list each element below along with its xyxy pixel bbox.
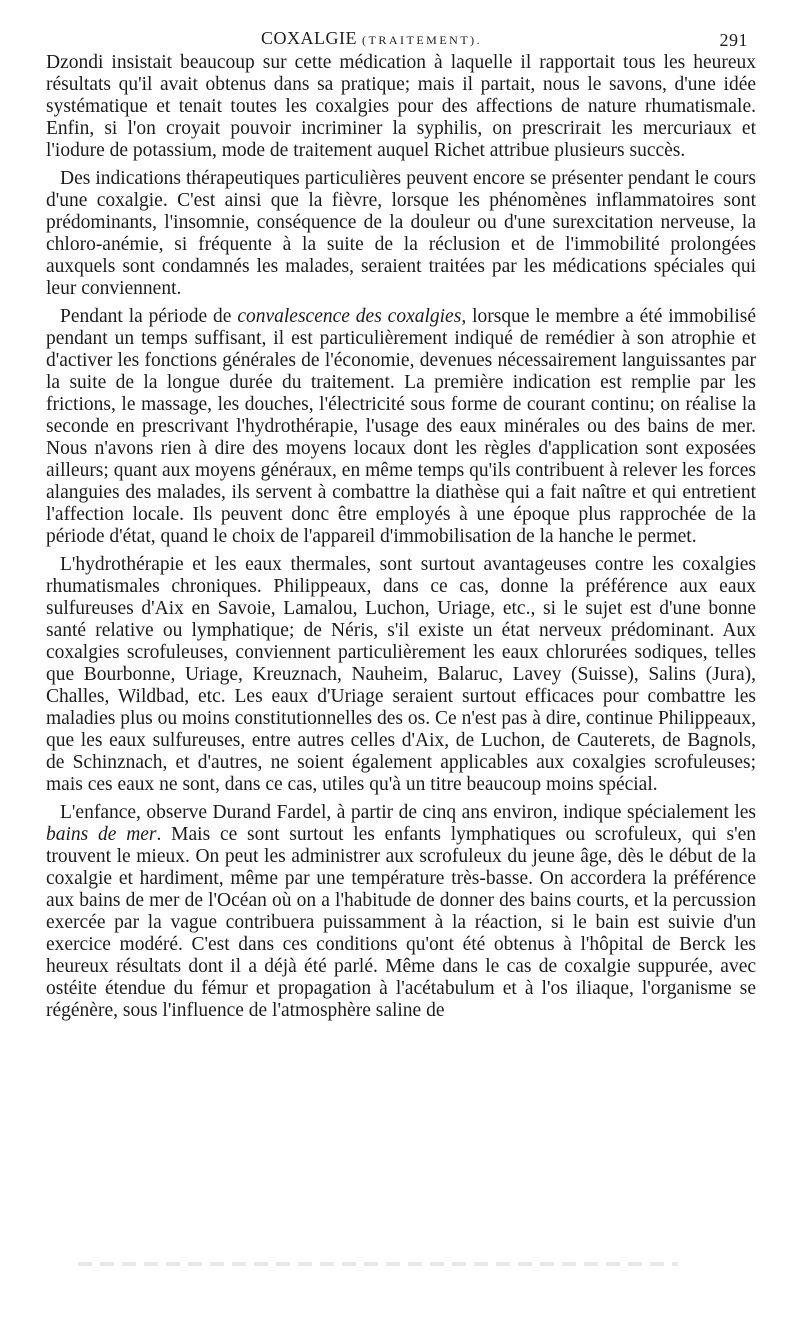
page-number: 291 — [719, 30, 748, 50]
paragraph-5-italic-term: bains de mer — [46, 824, 157, 845]
paragraph-1 — [46, 52, 756, 162]
paragraph-5-text-rest: . Mais ce sont surtout les enfants lymphatiques ou scrofuleux, qui s'en trouvent le mieux. On peut les administrer aux scrofuleux du jeune âge, dès le début de la coxalgie et hardiment, même par une température très-basse. On accordera la préférence aux bains de mer de l'Océan où on a l'habitude de donner des bains courts, et la percussion exercée par la vague contribuera puissamment à la réaction, si le bain est suivie d'un exercice modéré. C'est dans ces conditions qu'ont été obtenus à l'hôpital de Berck les heureux résultats dont il a déjà été parlé. Même dans le cas de coxalgie suppurée, avec ostéite étendue du fémur et propagation à l'acétabulum et à l'os iliaque, l'organisme se régénère, sous l'influence de l'atmosphère saline de — [46, 824, 756, 1021]
paragraph-3-italic-term: convalescence des coxalgies — [237, 306, 462, 327]
running-title-main: COXALGIE — [261, 28, 357, 48]
paragraph-4 — [46, 554, 756, 796]
paragraph-5-text-start: L'enfance, observe Durand Fardel, à partir de cinq ans environ, indique spécialement les — [60, 802, 756, 823]
paragraph-2-text: Des indications thérapeutiques particulières peuvent encore se présenter pendant le cours d'une coxalgie. C'est ainsi que la fièvre, lorsque les phénomènes inflammatoires sont prédominants, l'insomnie, conséquence de la douleur ou d'une surexcitation nerveuse, la chloro-anémie, si fréquente à la suite de la réclusion et de l'immobilité prolongées auxquels sont condamnés les malades, seraient traitées par les médications spéciales qui leur conviennent. — [46, 168, 756, 299]
paragraph-5 — [46, 802, 756, 1022]
running-header — [46, 28, 756, 52]
paragraph-2 — [46, 168, 756, 300]
paragraph-4-text: L'hydrothérapie et les eaux thermales, sont surtout avantageuses contre les coxalgies rhumatismales chroniques. Philippeaux, dans ce cas, donne la préférence aux eaux sulfureuses d'Aix en Savoie, Lamalou, Luchon, Uriage, etc., si le sujet est d'une bonne santé relative ou lymphatique; de Néris, s'il existe un état nerveux prédominant. Aux coxalgies scrofuleuses, conviennent particulièrement les eaux chlorurées sodiques, telles que Bourbonne, Uriage, Kreuznach, Nauheim, Balaruc, Lavey (Suisse), Salins (Jura), Challes, Wildbad, etc. Les eaux d'Uriage seraient surtout efficaces pour combattre les maladies plus ou moins constitutionnelles des os. Ce n'est pas à dire, continue Philippeaux, que les eaux sulfureuses, entre autres celles d'Aix, de Luchon, de Cauterets, de Bagnols, de Schinznach, et d'autres, ne soient également applicables aux coxalgies scrofuleuses; mais ces eaux ne sont, dans ce cas, utiles qu'à un titre beaucoup moins spécial. — [46, 554, 756, 795]
book-page — [46, 28, 756, 1318]
paragraph-3-text-rest: , lorsque le membre a été immobilisé pendant un temps suffisant, il est particulièrement indiqué de remédier à son atrophie et d'activer les fonctions générales de l'économie, devenues nécessairement languissantes par la suite de la longue durée du traitement. La première indication est remplie par les frictions, le massage, les douches, l'électricité sous forme de courant continu; on réalise la seconde en prescrivant l'hydrothérapie, l'usage des eaux minérales ou des bains de mer. Nous n'avons rien à dire des moyens locaux dont les règles d'application sont exposées ailleurs; quant aux moyens généraux, en même temps qu'ils contribuent à relever les forces alanguies des malades, ils servent à combattre la diathèse qui a fait naître et qui entretient l'affection locale. Ils peuvent donc être employés à une époque plus rapprochée de la période d'état, quand le choix de l'appareil d'immobilisation de la hanche le permet. — [46, 306, 756, 547]
paragraph-3-text-start: Pendant la période de — [60, 306, 238, 327]
paragraph-1-text: Dzondi insistait beaucoup sur cette médication à laquelle il rapportait tous les heureux résultats qu'il avait obtenus dans sa pratique; mais il partait, nous le savons, d'une idée systématique et tenait toutes les coxalgies pour des affections de nature rhumatismale. Enfin, si l'on croyait pouvoir incriminer la syphilis, on prescrirait les mercuriaux et l'iodure de potassium, mode de traitement auquel Richet attribue plusieurs succès. — [46, 52, 756, 161]
bottom-print-artifact — [78, 1262, 678, 1266]
running-title-sub: (TRAITEMENT). — [362, 33, 483, 47]
paragraph-3 — [46, 306, 756, 548]
running-title — [261, 28, 482, 49]
body-text — [46, 52, 756, 1022]
